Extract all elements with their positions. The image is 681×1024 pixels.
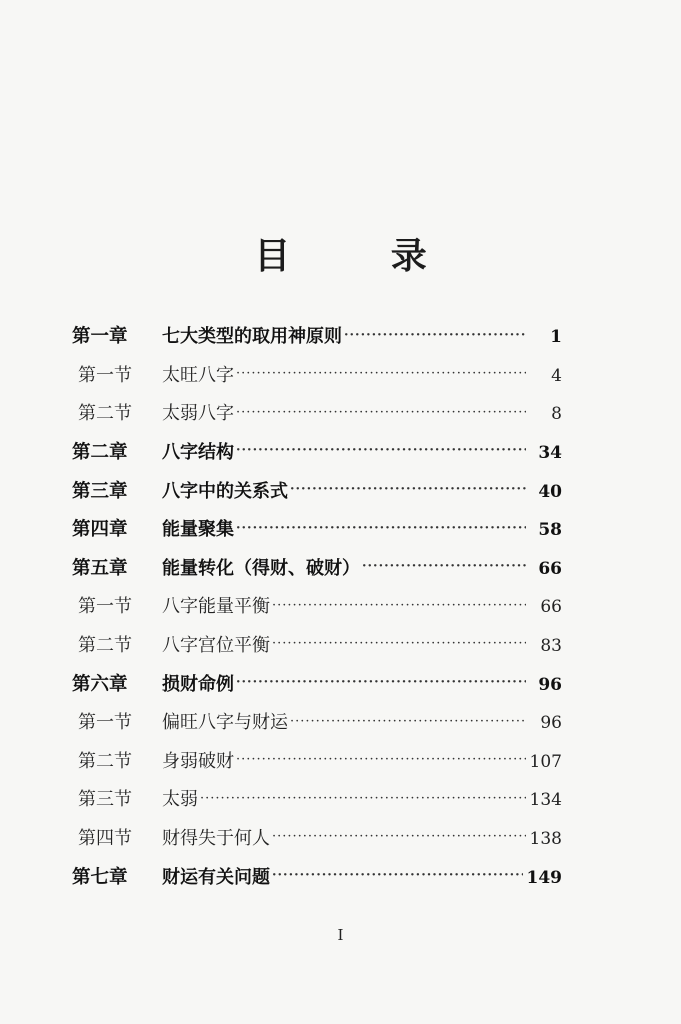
toc-title: 太旺八字 xyxy=(162,364,234,386)
toc-label: 第一节 xyxy=(78,596,132,618)
toc-row xyxy=(72,627,562,666)
toc-label: 第二节 xyxy=(78,635,132,657)
toc-page-number: 58 xyxy=(538,520,562,541)
toc-row xyxy=(72,318,562,357)
dot-leader xyxy=(272,864,523,897)
toc-title: 太弱八字 xyxy=(162,403,234,425)
toc-label: 第三章 xyxy=(72,480,128,502)
toc-label: 第二节 xyxy=(78,403,132,425)
dot-leader xyxy=(290,710,526,743)
toc-page-number: 96 xyxy=(538,674,562,695)
toc-page-number: 83 xyxy=(540,636,562,657)
toc-page-number: 149 xyxy=(526,867,562,888)
toc-title: 财运有关问题 xyxy=(162,866,270,888)
toc-row xyxy=(72,820,562,859)
toc-page-number: 4 xyxy=(551,365,562,386)
toc-row xyxy=(72,434,562,473)
toc-row xyxy=(72,665,562,704)
toc-page-number: 138 xyxy=(529,829,562,850)
dot-leader xyxy=(236,671,526,704)
toc-page-number: 66 xyxy=(538,558,562,579)
toc-page-number: 96 xyxy=(540,713,562,734)
dot-leader xyxy=(272,594,526,627)
toc-row xyxy=(72,781,562,820)
page-number: I xyxy=(337,926,344,944)
toc-title: 偏旺八字与财运 xyxy=(162,712,288,734)
toc-page-number: 34 xyxy=(538,443,562,464)
toc-page-number: 40 xyxy=(538,481,562,502)
dot-leader xyxy=(362,555,526,588)
toc-row xyxy=(72,357,562,396)
toc-row xyxy=(72,588,562,627)
toc-page-number: 66 xyxy=(540,597,562,618)
toc-row xyxy=(72,395,562,434)
toc-page-number: 1 xyxy=(550,327,562,348)
toc-title: 财得失于何人 xyxy=(162,828,270,850)
toc-title: 身弱破财 xyxy=(162,750,234,772)
toc-label: 第六章 xyxy=(72,673,128,695)
toc-title: 八字中的关系式 xyxy=(162,480,288,502)
toc-row xyxy=(72,704,562,743)
dot-leader xyxy=(200,787,526,820)
dot-leader xyxy=(236,439,526,472)
toc-label: 第二节 xyxy=(78,750,132,772)
toc-title: 能量转化（得财、破财） xyxy=(162,557,360,579)
dot-leader xyxy=(236,401,526,434)
table-of-contents xyxy=(72,318,562,897)
toc-row xyxy=(72,472,562,511)
dot-leader xyxy=(272,825,526,858)
toc-label: 第一节 xyxy=(78,364,132,386)
toc-label: 第四章 xyxy=(72,519,128,541)
toc-title: 八字结构 xyxy=(162,442,234,464)
toc-title: 损财命例 xyxy=(162,673,234,695)
dot-leader xyxy=(236,517,526,550)
toc-title: 太弱 xyxy=(162,789,198,811)
dot-leader xyxy=(236,748,526,781)
toc-page-number: 134 xyxy=(529,790,562,811)
toc-title: 八字宫位平衡 xyxy=(162,635,270,657)
toc-label: 第三节 xyxy=(78,789,132,811)
toc-row xyxy=(72,858,562,897)
toc-label: 第七章 xyxy=(72,866,128,888)
toc-page-number: 107 xyxy=(529,751,562,772)
toc-row xyxy=(72,511,562,550)
toc-label: 第四节 xyxy=(78,828,132,850)
toc-label: 第一节 xyxy=(78,712,132,734)
dot-leader xyxy=(272,632,526,665)
toc-row xyxy=(72,743,562,782)
dot-leader xyxy=(236,362,526,395)
page-title: 目 录 xyxy=(254,235,471,277)
toc-label: 第五章 xyxy=(72,557,128,579)
dot-leader xyxy=(344,324,526,357)
toc-title: 七大类型的取用神原则 xyxy=(162,326,342,348)
toc-label: 第一章 xyxy=(72,326,128,348)
toc-page-number: 8 xyxy=(551,404,562,425)
toc-row xyxy=(72,550,562,589)
toc-title: 八字能量平衡 xyxy=(162,596,270,618)
dot-leader xyxy=(290,478,526,511)
toc-label: 第二章 xyxy=(72,442,128,464)
toc-title: 能量聚集 xyxy=(162,519,234,541)
